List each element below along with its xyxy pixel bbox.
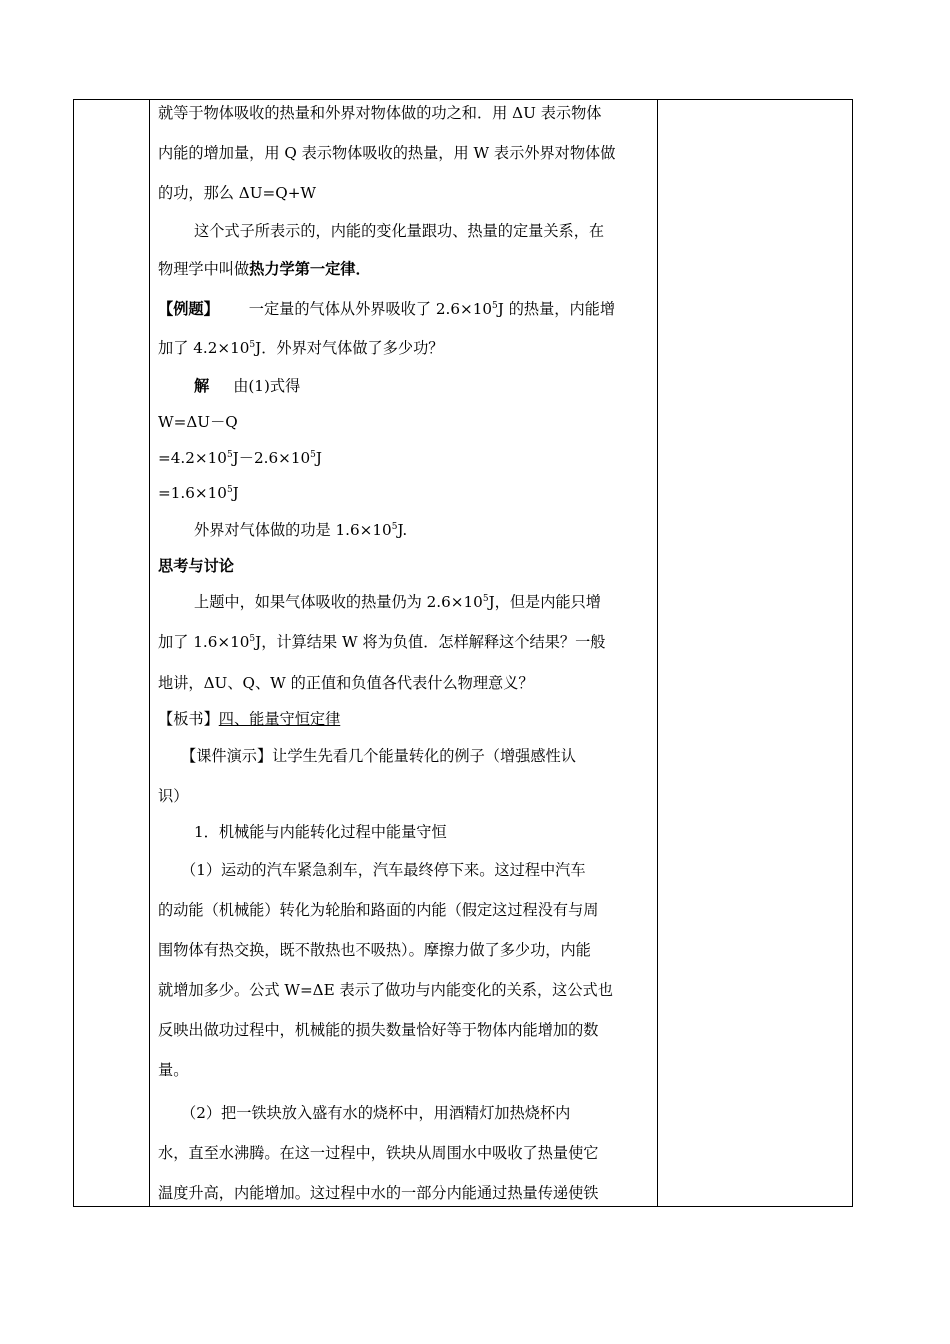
text-span: 加了 1.6×10 [158,633,250,651]
text-line: 温度升高，内能增加。这过程中水的一部分内能通过热量传递使铁 [158,1184,599,1202]
example-label: 【例题】 [158,300,219,318]
text-span: 物理学中叫做 [158,260,250,278]
board-heading [158,709,340,729]
solution-line [194,376,300,396]
subheading: 1．机械能与内能转化过程中能量守恒 [194,823,447,841]
example-line [158,338,444,358]
text-span: J [315,449,322,467]
text-line: （1）运动的汽车紧急刹车，汽车最终停下来。这过程中汽车 [181,861,586,879]
column-divider-left [149,100,150,1206]
text-span: 外界对气体做的功是 1.6×10 [194,521,392,539]
text-line: 【课件演示】让学生先看几个能量转化的例子（增强感性认 [181,747,576,765]
text-line: 就增加多少。公式 W=ΔE 表示了做功与内能变化的关系，这公式也 [158,981,613,999]
text-line [194,592,601,612]
text-span: J，计算结果 W 将为负值．怎样解释这个结果？一般 [255,633,606,651]
section-heading: 思考与讨论 [158,557,234,575]
text-line: 反映出做功过程中，机械能的损失数量恰好等于物体内能增加的数 [158,1021,599,1039]
board-label: 【板书】 [158,710,219,728]
text-span: J 的热量，内能增 [497,300,616,318]
column-divider-right [657,100,658,1206]
board-title: 四、能量守恒定律 [218,710,341,728]
exponent: 5 [492,301,498,311]
exponent: 5 [310,450,316,460]
text-span: J. [397,521,408,539]
text-line: 的功，那么 ΔU=Q+W [158,184,317,202]
answer-line [194,520,407,540]
text-line [158,259,371,279]
equation-line [158,448,322,468]
exponent: 5 [249,340,256,350]
text-span: J [232,484,239,502]
text-span: J．外界对气体做了多少功？ [255,339,444,357]
text-line: 内能的增加量，用 Q 表示物体吸收的热量，用 W 表示外界对物体做 [158,144,616,162]
exponent: 5 [482,594,489,604]
text-span: 由(1)式得 [233,377,301,395]
solution-label: 解 [194,377,210,395]
text-span: J，但是内能只增 [488,593,601,611]
exponent: 5 [391,522,398,532]
text-line: 识） [158,787,189,805]
exponent: 5 [249,634,256,644]
text-line: 的动能（机械能）转化为轮胎和路面的内能（假定这过程没有与周 [158,901,599,919]
exponent: 5 [226,485,233,495]
text-line: 就等于物体吸收的热量和外界对物体做的功之和．用 ΔU 表示物体 [158,104,602,122]
text-span: J－2.6×10 [232,449,311,467]
example-line [158,299,615,319]
text-span: 加了 4.2×10 [158,339,250,357]
key-term: 热力学第一定律． [249,260,371,278]
text-span: =1.6×10 [158,484,227,502]
text-line: 量。 [158,1061,189,1079]
equation-line [158,483,239,503]
text-line: 水，直至水沸腾。在这一过程中，铁块从周围水中吸收了热量使它 [158,1144,599,1162]
text-span: 上题中，如果气体吸收的热量仍为 2.6×10 [194,593,483,611]
text-line: 地讲，ΔU、Q、W 的正值和负值各代表什么物理意义？ [158,674,534,692]
text-line [158,632,605,652]
text-line: （2）把一铁块放入盛有水的烧杯中，用酒精灯加热烧杯内 [181,1104,571,1122]
text-line: 围物体有热交换，既不散热也不吸热）。摩擦力做了多少功，内能 [158,941,591,959]
exponent: 5 [226,450,233,460]
lesson-table [73,99,853,1207]
text-line: 这个式子所表示的，内能的变化量跟功、热量的定量关系，在 [194,222,605,240]
text-span: =4.2×10 [158,449,227,467]
equation-line: W=ΔU－Q [158,413,238,431]
text-span: 一定量的气体从外界吸收了 2.6×10 [248,300,493,318]
